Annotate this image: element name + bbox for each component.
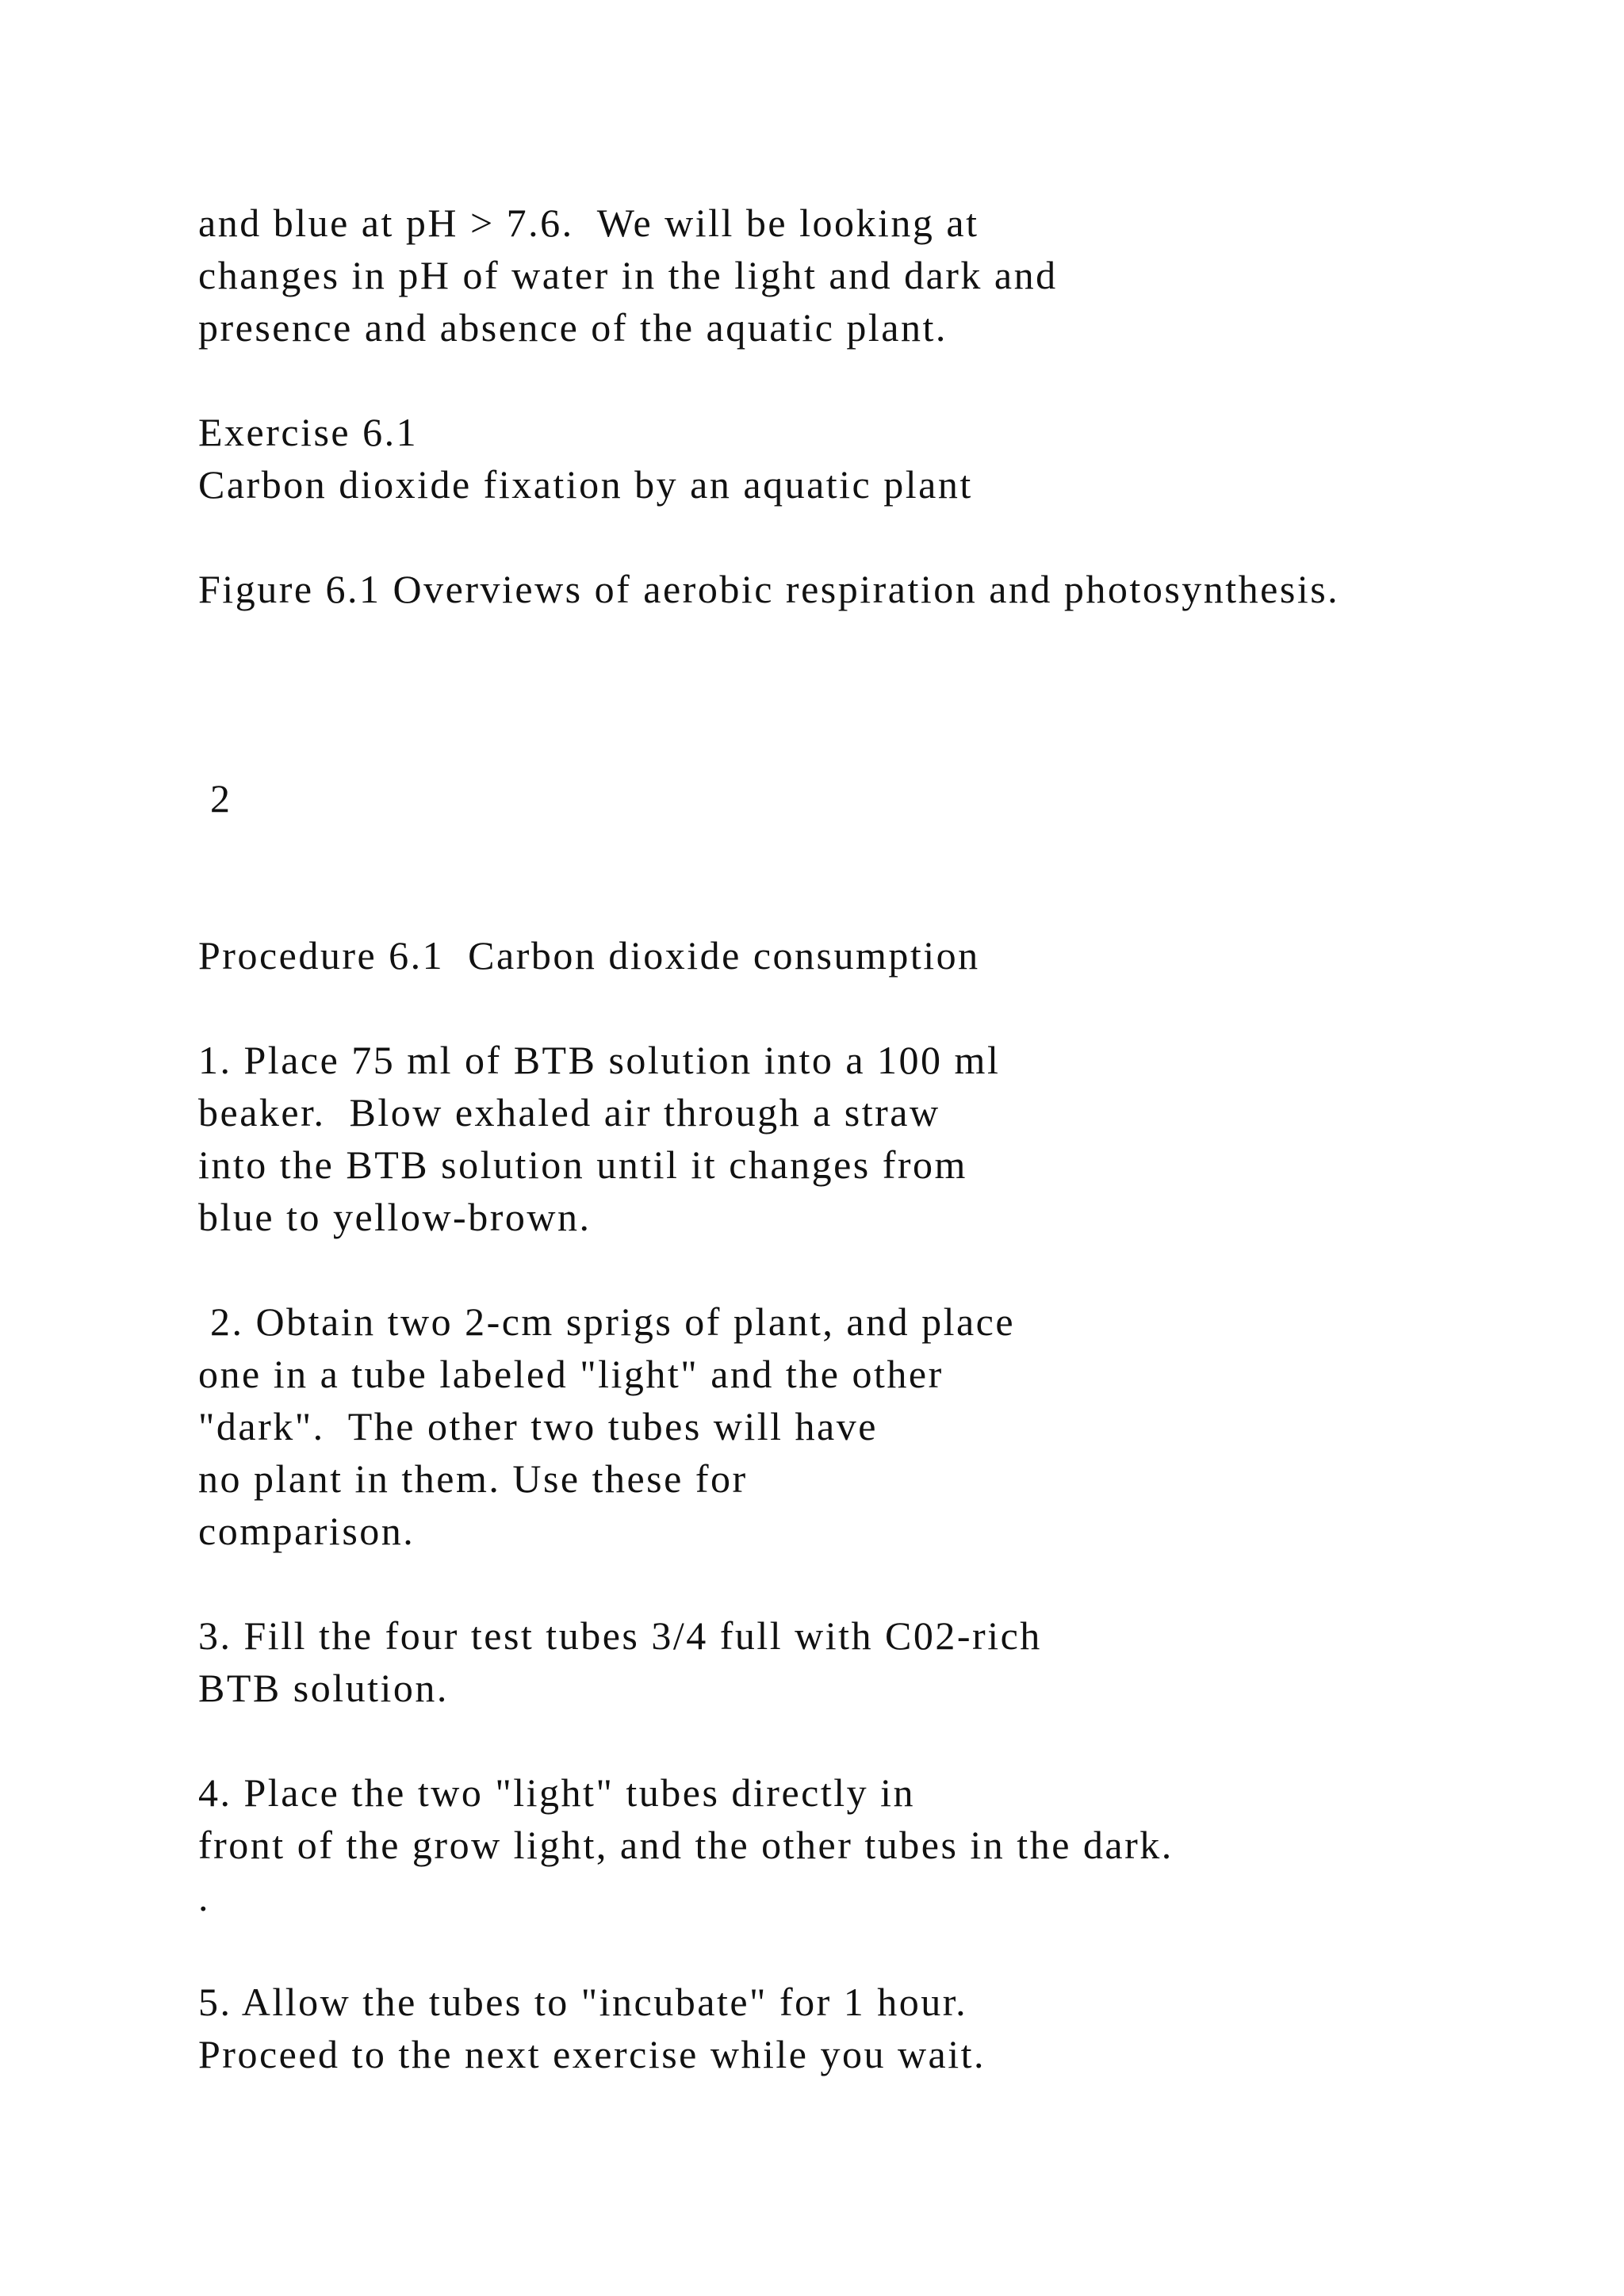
intro-line: presence and absence of the aquatic plant.	[198, 305, 948, 350]
intro-line: and blue at pH > 7.6. We will be looking at	[198, 201, 979, 245]
procedure-step-line: 3. Fill the four test tubes 3/4 full with C02-rich	[198, 1613, 1042, 1658]
procedure-step-line: 2. Obtain two 2-cm sprigs of plant, and place	[198, 1299, 1016, 1344]
exercise-title: Carbon dioxide fixation by an aquatic plant	[198, 462, 973, 507]
procedure-step-line: BTB solution.	[198, 1666, 449, 1710]
procedure-step-line: 5. Allow the tubes to "incubate" for 1 hour.	[198, 1980, 968, 2024]
exercise-number: Exercise 6.1	[198, 410, 419, 454]
procedure-step-line: blue to yellow-brown.	[198, 1195, 592, 1239]
procedure-step-line: Proceed to the next exercise while you wait.	[198, 2032, 986, 2076]
procedure-step-line: beaker. Blow exhaled air through a straw	[198, 1090, 940, 1135]
page-number: 2	[198, 776, 232, 821]
procedure-step-line: one in a tube labeled "light" and the other	[198, 1352, 944, 1396]
procedure-heading: Procedure 6.1 Carbon dioxide consumption	[198, 933, 980, 978]
procedure-step-line: "dark". The other two tubes will have	[198, 1404, 878, 1448]
procedure-step-line: into the BTB solution until it changes from	[198, 1142, 967, 1187]
procedure-step-line: 4. Place the two "light" tubes directly in	[198, 1770, 915, 1815]
figure-caption: Figure 6.1 Overviews of aerobic respiration and photosynthesis.	[198, 567, 1340, 611]
procedure-step-line: comparison.	[198, 1509, 416, 1553]
procedure-step-line: front of the grow light, and the other tubes in the dark.	[198, 1823, 1174, 1867]
procedure-step-line: no plant in them. Use these for	[198, 1456, 748, 1501]
procedure-step-line: 1. Place 75 ml of BTB solution into a 100 ml	[198, 1038, 1001, 1082]
intro-line: changes in pH of water in the light and dark and	[198, 253, 1058, 297]
procedure-step-line: .	[198, 1875, 210, 1919]
